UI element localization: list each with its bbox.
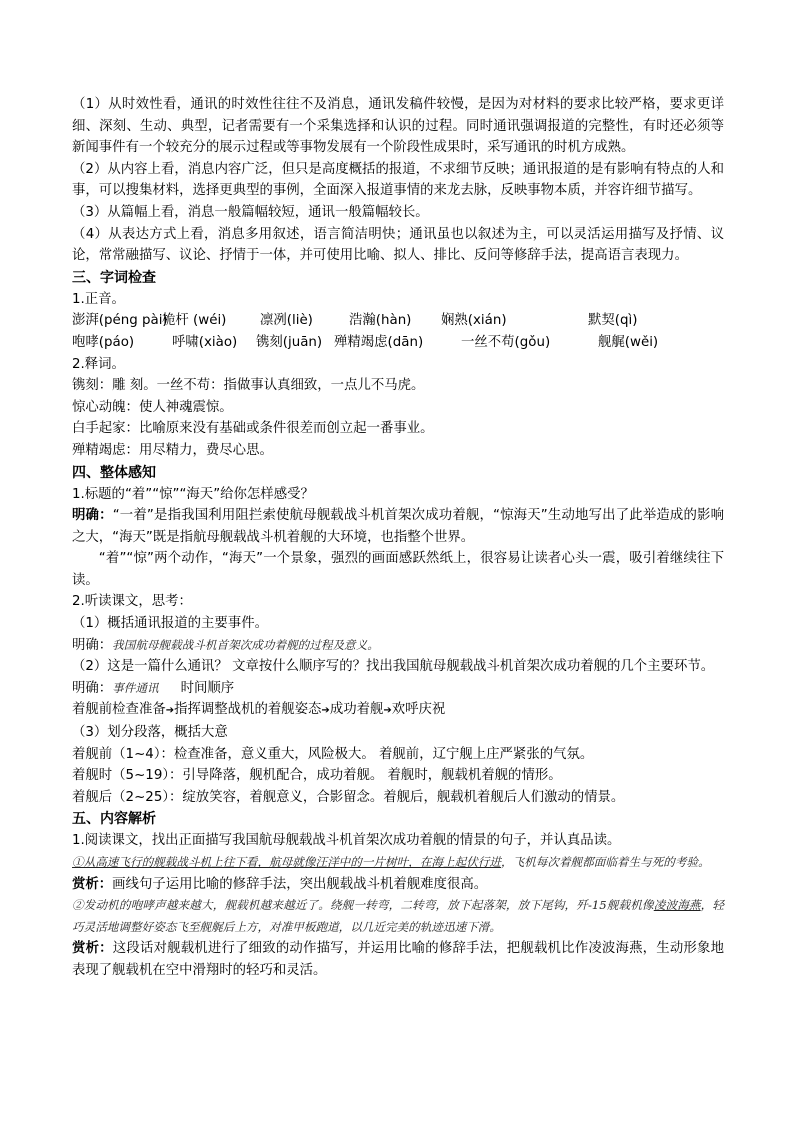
question-2-3: （3）划分段落，概括大意 xyxy=(72,725,228,741)
paragraph-part: 着舰后（2~25）：绽放笑容，着舰意义，合影留念。着舰后，舰载机着舰后人们激动的情景。 xyxy=(72,789,625,805)
order-answer: 时间顺序 xyxy=(180,680,235,696)
handwritten-answer: 事件通讯 xyxy=(112,680,159,695)
answer-1 xyxy=(72,505,724,548)
definition-item: 镌刻：雕 刻。一丝不苟：指做事认真细致，一点儿不马虎。 xyxy=(72,378,425,394)
flow-step: 着舰前检查准备 xyxy=(72,702,166,718)
definition-item: 殚精竭虑：用尽精力，费尽心思。 xyxy=(72,442,273,458)
answer-2-2 xyxy=(72,678,724,700)
pronunciation-subheading: 1.正音。 xyxy=(72,291,125,307)
pronunciation-row-2 xyxy=(72,332,724,354)
appreciation-1 xyxy=(72,874,724,896)
answer-label: 明确： xyxy=(72,680,113,696)
intro-paragraph-2: （2）从内容上看，消息内容广泛，但只是高度概括的报道，不求细节反映；通讯报道的是有影响有特点的人和事，可以搜集材料，选择更典型的事例，全面深入报道事情的来龙去脉，反映事物本质，并容许细节描写。 xyxy=(72,161,724,199)
word-item: 呼啸(xiào) xyxy=(172,334,238,350)
word-item: 一丝不苟(gǒu) xyxy=(461,334,551,350)
section-5-heading: 五、内容解析 xyxy=(72,811,156,828)
document-page xyxy=(72,94,724,982)
word-item: 浩瀚(hàn) xyxy=(349,313,412,329)
section-3-heading: 三、字词检查 xyxy=(72,269,156,286)
appreciation-2 xyxy=(72,938,724,981)
answer-label: 明确： xyxy=(72,508,113,524)
intro-paragraph-4: （4）从表达方式上看，消息多用叙述，语言简洁明快；通讯虽也以叙述为主，可以灵活运用描写及抒情、议论，常常融描写、议论、抒情于一体，并可使用比喻、拟人、排比、反问等修辞手法，提高语言表现力。 xyxy=(72,226,724,264)
question-1: 1.标题的“着”“惊”“海天”给你怎样感受？ xyxy=(72,486,314,502)
word-item: 舰艉(wěi) xyxy=(598,334,659,350)
sentence-part: ②发动机的咆哮声越来越大，舰载机越来越近了。绕舰一转弯，二转弯，放下起落架，放下尾钩，歼-15舰载机像 xyxy=(72,898,654,913)
flow-step: 欢呼庆祝 xyxy=(391,702,446,718)
sentence-part: ，轻巧灵活地调整好姿态飞至舰艉后上方，对准甲板跑道，以几近完美的轨迹迅速下滑。 xyxy=(72,898,724,934)
pronunciation-row-1 xyxy=(72,310,724,332)
answer-2-1 xyxy=(72,635,724,657)
appreciation-text: 这段话对舰载机进行了细致的动作描写，并运用比喻的修辞手法，把舰载机比作凌波海燕，生动形象地表现了舰载机在空中滑翔时的轻巧和灵活。 xyxy=(72,941,724,978)
answer-label: 明确： xyxy=(72,637,113,653)
word-item: 娴熟(xián) xyxy=(441,313,507,329)
arrow-icon: ➔ xyxy=(321,705,330,717)
intro-paragraph-1: （1）从时效性看，通讯的时效性往往不及消息，通讯发稿件较慢，是因为对材料的要求比较严格，要求更详细、深刻、生动、典型，记者需要有一个采集选择和认识的过程。同时通讯强调报道的完整性，有时还必须等新闻事件有一个较充分的展示过程或等事物发展有一个阶段性成果时，采写通讯的时机方成熟。 xyxy=(72,97,724,156)
word-item: 凛冽(liè) xyxy=(260,313,313,329)
paragraph-part: 着舰时（5~19）：引导降落，舰机配合，成功着舰。 着舰时，舰载机着舰的情形。 xyxy=(72,768,562,784)
word-item: 桅杆 (wéi) xyxy=(162,313,227,329)
appreciation-label: 赏析： xyxy=(72,876,113,892)
definition-item: 惊心动魄：使人神魂震惊。 xyxy=(72,399,233,415)
quoted-sentence-1 xyxy=(72,852,724,874)
answer-text: “一着”是指我国利用阻拦索使航母舰载战斗机首架次成功着舰，“惊海天”生动地写出了此举造成的影响之大，“海天”既是指航母舰载战斗机着舰的大环境，也指整个世界。 xyxy=(72,508,725,545)
appreciation-label: 赏析： xyxy=(72,941,113,957)
arrow-icon: ➔ xyxy=(383,705,392,717)
underlined-phrase: 凌波海燕 xyxy=(653,898,701,913)
flow-step: 成功着舰 xyxy=(329,702,384,718)
answer-1-continued: “着”“惊”两个动作，“海天”一个景象，强烈的画面感跃然纸上，很容易让读者心头一震，吸引着继续往下读。 xyxy=(72,551,724,588)
sentence-rest: ，飞机每次着舰都面临着生与死的考验。 xyxy=(500,855,710,869)
section-4-heading: 四、整体感知 xyxy=(72,464,156,481)
intro-paragraph-3: （3）从篇幅上看，消息一般篇幅较短，通讯一般篇幅较长。 xyxy=(72,204,429,220)
word-item: 殚精竭虑(dān) xyxy=(334,334,424,350)
quoted-sentence-2 xyxy=(72,895,724,938)
underlined-sentence: ①从高速飞行的舰载战斗机上往下看，航母就像汪洋中的一片树叶，在海上起伏行进 xyxy=(72,855,501,869)
question-5-1: 1.阅读课文，找出正面描写我国航母舰载战斗机首架次成功着舰的情景的句子，并认真品读。 xyxy=(72,833,621,849)
definition-subheading: 2.释词。 xyxy=(72,356,125,372)
flow-step: 指挥调整战机的着舰姿态 xyxy=(174,702,322,718)
appreciation-text: 画线句子运用比喻的修辞手法，突出舰载战斗机着舰难度很高。 xyxy=(112,876,488,892)
handwritten-answer: 我国航母舰载战斗机首架次成功着舰的过程及意义。 xyxy=(112,637,379,652)
word-item: 镌刻(juān) xyxy=(256,334,323,350)
paragraph-part: 着舰前（1~4）：检查准备，意义重大，风险极大。 着舰前，辽宁舰上庄严紧张的气氛。 xyxy=(72,746,594,762)
question-2-2: （2）这是一篇什么通讯？ 文章按什么顺序写的？找出我国航母舰载战斗机首架次成功着舰的几个主要环节。 xyxy=(72,659,715,675)
arrow-icon: ➔ xyxy=(165,705,175,717)
question-2-1: （1）概括通讯报道的主要事件。 xyxy=(72,616,268,632)
question-2: 2.听读课文，思考： xyxy=(72,594,192,610)
word-item: 澎湃(péng pài) xyxy=(72,313,168,329)
word-item: 默契(qì) xyxy=(588,313,638,329)
flow-steps xyxy=(72,699,724,722)
definition-item: 白手起家：比喻原来没有基础或条件很差而创立起一番事业。 xyxy=(72,421,434,437)
word-item: 咆哮(páo) xyxy=(72,334,135,350)
